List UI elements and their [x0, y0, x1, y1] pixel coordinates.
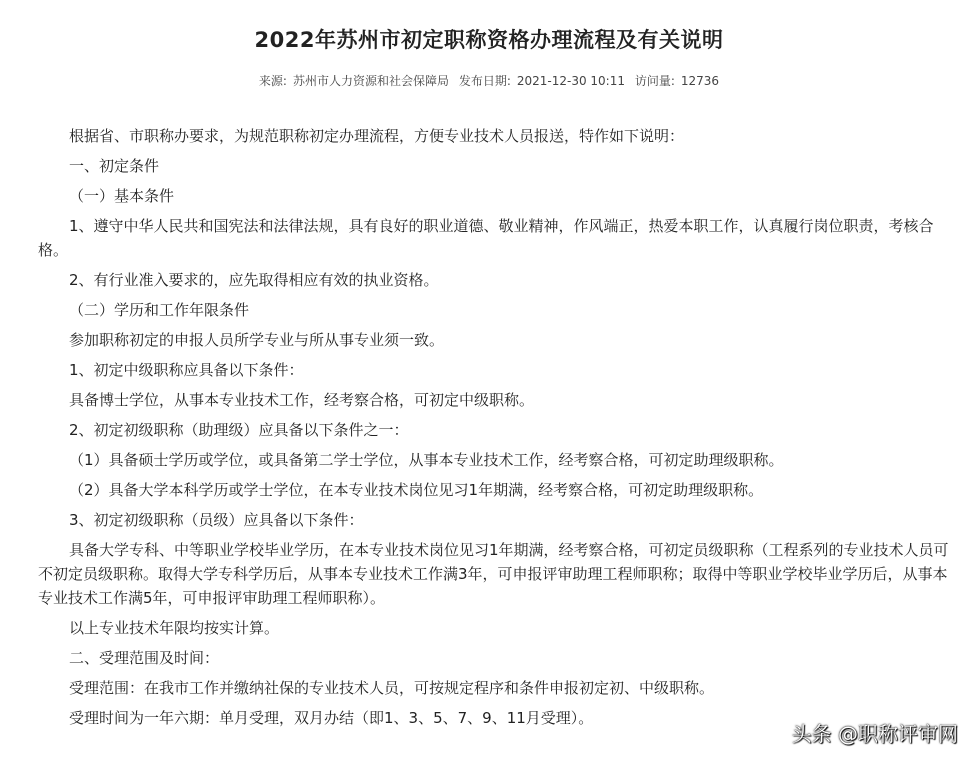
paragraph: 参加职称初定的申报人员所学专业与所从事专业须一致。 — [69, 331, 445, 349]
paragraph: 1、遵守中华人民共和国宪法和法律法规，具有良好的职业道德、敬业精神，作风端正，热爱本职工作，认真履行岗位职责，考核合格。 — [38, 217, 934, 259]
watermark: 头条 @职称评审网 — [791, 722, 958, 746]
date-value: 2021-12-30 10:11 — [516, 74, 625, 88]
paragraph: 3、初定初级职称（员级）应具备以下条件： — [69, 511, 364, 529]
paragraph: 以上专业技术年限均按实计算。 — [69, 619, 280, 637]
paragraph: 具备大学专科、中等职业学校毕业学历，在本专业技术岗位见习1年期满，经考察合格，可初定员级职称（工程系列的专业技术人员可不初定员级职称。取得大学专科学历后，从事本专业技术工作满3年，可申报评审助理工程师职称；取得中等职业学校毕业学历后，从事本专业技术工作满5年，可申报评审助理工程师职称）。 — [38, 541, 949, 607]
section-heading: 二、受理范围及时间： — [69, 649, 220, 667]
paragraph: 具备博士学位，从事本专业技术工作，经考察合格，可初定中级职称。 — [69, 391, 535, 409]
article-title: 2022年苏州市初定职称资格办理流程及有关说明 — [254, 28, 724, 52]
paragraph: （2）具备大学本科学历或学士学位，在本专业技术岗位见习1年期满，经考察合格，可初定助理级职称。 — [69, 481, 764, 499]
source-value: 苏州市人力资源和社会保障局 — [292, 74, 449, 88]
article-body — [38, 124, 950, 736]
source-label: 来源: — [258, 74, 287, 88]
date-label: 发布日期: — [458, 74, 511, 88]
paragraph: 2、有行业准入要求的，应先取得相应有效的执业资格。 — [69, 271, 439, 289]
paragraph: 1、初定中级职称应具备以下条件： — [69, 361, 304, 379]
paragraph: 根据省、市职称办要求，为规范职称初定办理流程，方便专业技术人员报送，特作如下说明： — [69, 127, 685, 145]
paragraph: 2、初定初级职称（助理级）应具备以下条件之一： — [69, 421, 409, 439]
article-meta — [0, 72, 978, 89]
subsection-heading: （一）基本条件 — [69, 187, 175, 205]
paragraph: 受理范围：在我市工作并缴纳社保的专业技术人员，可按规定程序和条件申报初定初、中级职称。 — [69, 679, 715, 697]
paragraph: （1）具备硕士学历或学位，或具备第二学士学位，从事本专业技术工作，经考察合格，可初定助理级职称。 — [69, 451, 784, 469]
paragraph: 受理时间为一年六期：单月受理，双月办结（即1、3、5、7、9、11月受理）。 — [69, 709, 594, 727]
views-value: 12736 — [680, 74, 720, 88]
views-label: 访问量: — [634, 74, 675, 88]
subsection-heading: （二）学历和工作年限条件 — [69, 301, 250, 319]
section-heading: 一、初定条件 — [69, 157, 160, 175]
